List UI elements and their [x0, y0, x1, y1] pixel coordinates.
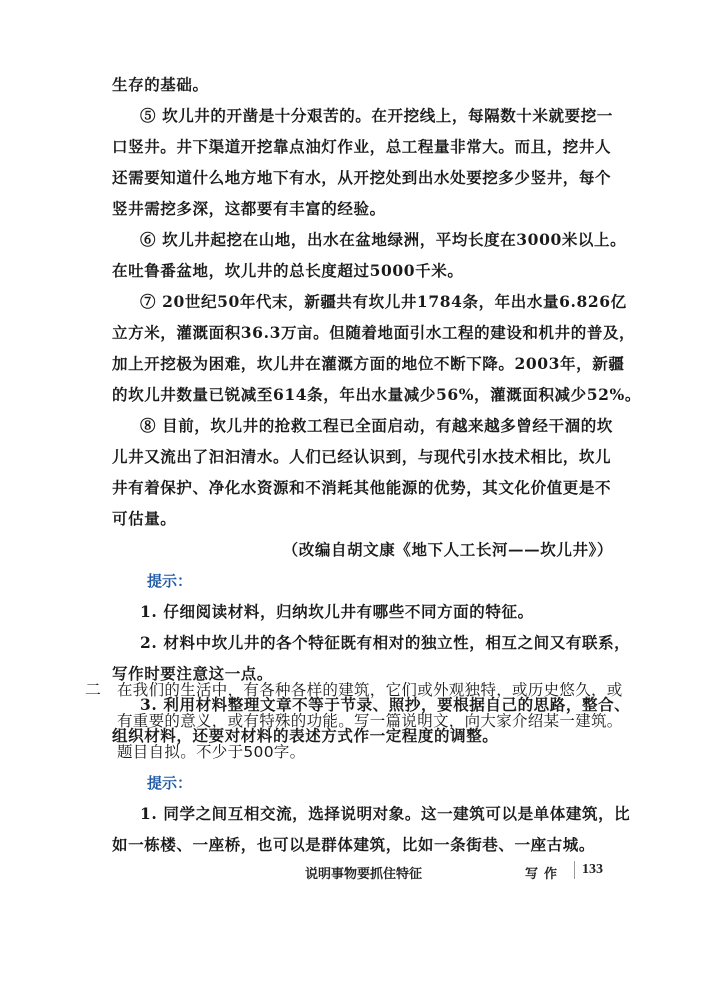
question-2-line: 有重要的意义，或有特殊的功能。写一篇说明文，向大家介绍某一建筑。 [117, 712, 623, 730]
paragraph-8-line: ⑧ 目前，坎儿井的抢救工程已全面启动，有越来越多曾经干涸的坎 [140, 416, 613, 435]
question-2-line: 题目自拟。不少于500字。 [117, 743, 306, 761]
paragraph-8-line: 井有着保护、净化水资源和不消耗其他能源的优势，其文化价值更是不 [112, 478, 612, 497]
footer-chapter-title: 说明事物要抓住特征 [305, 867, 423, 882]
paragraph-8-line: 儿井又流出了汩汩清水。人们已经认识到，与现代引水技术相比，坎儿 [112, 447, 612, 466]
paragraph-7-line: ⑦ 20世纪50年代末，新疆共有坎儿井1784条，年出水量6.826亿 [140, 292, 627, 311]
question-2-line: 在我们的生活中，有各种各样的建筑，它们或外观独特，或历史悠久，或 [117, 681, 623, 699]
hint-label: 提示： [147, 572, 193, 590]
hint-item: 1. 仔细阅读材料，归纳坎儿井有哪些不同方面的特征。 [140, 602, 534, 621]
hint-item: 写作时要注意这一点。 [112, 664, 274, 683]
paragraph-7-line: 的坎儿井数量已锐减至614条，年出水量减少56%，灌溉面积减少52%。 [112, 385, 641, 404]
hint-label: 提示： [147, 774, 193, 792]
paragraph-7-line: 加上开挖极为困难，坎儿井在灌溉方面的地位不断下降。2003年，新疆 [112, 354, 625, 373]
page-number: 133 [582, 862, 603, 877]
hint-item: 如一栋楼、一座桥，也可以是群体建筑，比如一条街巷、一座古城。 [112, 835, 596, 854]
hint-item: 组织材料，还要对材料的表述方式作一定程度的调整。 [112, 726, 499, 745]
paragraph-6-line: ⑥ 坎儿井起挖在山地，出水在盆地绿洲，平均长度在3000米以上。 [140, 230, 627, 249]
question-number: 二 [85, 680, 102, 699]
paragraph-6-line: 在吐鲁番盆地，坎儿井的总长度超过5000千米。 [112, 261, 464, 280]
hint-item: 3. 利用材料整理文章不等于节录、照抄，要根据自己的思路，整合、 [140, 695, 631, 714]
hint-item: 2. 材料中坎儿井的各个特征既有相对的独立性，相互之间又有联系， [140, 633, 631, 652]
paragraph-5-line: 竖井需挖多深，这都要有丰富的经验。 [112, 199, 386, 218]
footer-divider [574, 861, 575, 879]
footer-section: 写作 [525, 867, 564, 882]
paragraph-7-line: 立方米，灌溉面积36.3万亩。但随着地面引水工程的建设和机井的普及， [112, 323, 636, 342]
hint-item: 1. 同学之间互相交流，选择说明对象。这一建筑可以是单体建筑，比 [140, 804, 631, 823]
paragraph-5-line: 口竖井。井下渠道开挖靠点油灯作业，总工程量非常大。而且，挖井人 [112, 137, 612, 156]
source-citation: （改编自胡文康《地下人工长河——坎儿井》） [282, 540, 613, 559]
paragraph-5-line: 还需要知道什么地方地下有水，从开挖处到出水处要挖多少竖井，每个 [112, 168, 612, 187]
paragraph-8-line: 可估量。 [112, 509, 177, 528]
paragraph-4-tail: 生存的基础。 [112, 75, 209, 94]
paragraph-5-line: ⑤ 坎儿井的开凿是十分艰苦的。在开挖线上，每隔数十米就要挖一 [140, 106, 613, 125]
